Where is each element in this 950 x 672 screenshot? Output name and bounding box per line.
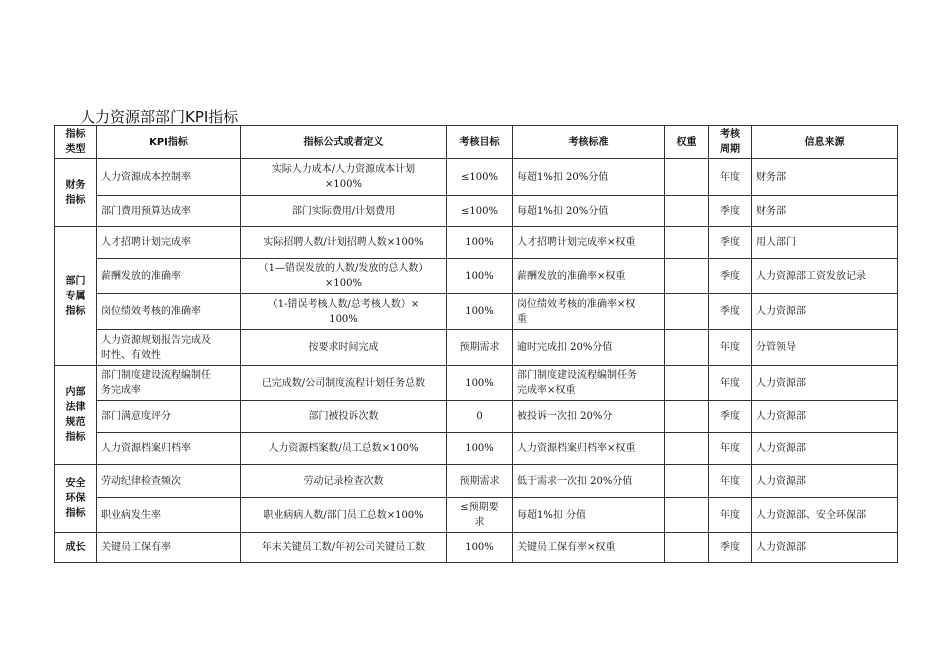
- kpi-cell: 劳动纪律检查频次: [97, 465, 241, 498]
- table-row: [55, 366, 898, 401]
- period-cell: 季度: [709, 294, 752, 330]
- category-internal: 内部 法律 规范 指标: [55, 366, 97, 465]
- kpi-cell: 部门费用预算达成率: [97, 196, 241, 227]
- target-cell: 0: [447, 401, 513, 433]
- category-finance: 财务 指标: [55, 159, 97, 227]
- standard-cell: 人才招聘计划完成率×权重: [513, 227, 665, 259]
- kpi-cell: 人力资源档案归档率: [97, 433, 241, 465]
- category-dept: 部门 专属 指标: [55, 227, 97, 366]
- table-row: [55, 533, 898, 563]
- table-row: [55, 465, 898, 498]
- table-header-row: [55, 126, 898, 159]
- target-cell: 预期需求: [447, 330, 513, 366]
- target-cell: ≤100%: [447, 159, 513, 196]
- target-cell: 100%: [447, 533, 513, 563]
- document-title: 人力资源部部门KPI指标: [80, 108, 239, 126]
- formula-cell: （1—错误发放的人数/发放的总人数） ×100%: [241, 259, 447, 294]
- formula-cell: 实际人力成本/人力资源成本计划 ×100%: [241, 159, 447, 196]
- period-cell: 年度: [709, 465, 752, 498]
- weight-cell: [665, 366, 709, 401]
- source-cell: 人力资源部: [752, 401, 898, 433]
- target-cell: 预期需求: [447, 465, 513, 498]
- source-cell: 财务部: [752, 159, 898, 196]
- period-cell: 年度: [709, 433, 752, 465]
- period-cell: 年度: [709, 366, 752, 401]
- target-cell: ≤预期要 求: [447, 498, 513, 533]
- table-row: [55, 294, 898, 330]
- kpi-cell: 关键员工保有率: [97, 533, 241, 563]
- period-cell: 年度: [709, 330, 752, 366]
- header-standard: 考核标准: [513, 126, 665, 159]
- weight-cell: [665, 498, 709, 533]
- standard-cell: 逾时完成扣 20%分值: [513, 330, 665, 366]
- target-cell: 100%: [447, 259, 513, 294]
- kpi-table: [54, 125, 898, 563]
- table-row: [55, 433, 898, 465]
- source-cell: 人力资源部: [752, 465, 898, 498]
- source-cell: 人力资源部工资发放记录: [752, 259, 898, 294]
- standard-cell: 每超1%扣 20%分值: [513, 196, 665, 227]
- kpi-cell: 人才招聘计划完成率: [97, 227, 241, 259]
- formula-cell: 年末关键员工数/年初公司关键员工数: [241, 533, 447, 563]
- standard-cell: 薪酬发放的准确率×权重: [513, 259, 665, 294]
- period-cell: 季度: [709, 401, 752, 433]
- period-cell: 季度: [709, 259, 752, 294]
- weight-cell: [665, 227, 709, 259]
- period-cell: 季度: [709, 227, 752, 259]
- weight-cell: [665, 433, 709, 465]
- table-row: [55, 330, 898, 366]
- source-cell: 分管领导: [752, 330, 898, 366]
- formula-cell: 部门被投诉次数: [241, 401, 447, 433]
- weight-cell: [665, 294, 709, 330]
- period-cell: 季度: [709, 196, 752, 227]
- source-cell: 财务部: [752, 196, 898, 227]
- kpi-cell: 部门制度建设流程编制任 务完成率: [97, 366, 241, 401]
- kpi-cell: 职业病发生率: [97, 498, 241, 533]
- source-cell: 人力资源部: [752, 294, 898, 330]
- kpi-cell: 部门满意度评分: [97, 401, 241, 433]
- source-cell: 人力资源部: [752, 366, 898, 401]
- header-weight: 权重: [665, 126, 709, 159]
- period-cell: 季度: [709, 533, 752, 563]
- kpi-cell: 岗位绩效考核的准确率: [97, 294, 241, 330]
- source-cell: 人力资源部: [752, 433, 898, 465]
- table-row: [55, 196, 898, 227]
- header-target: 考核目标: [447, 126, 513, 159]
- formula-cell: 人力资源档案数/员工总数×100%: [241, 433, 447, 465]
- weight-cell: [665, 533, 709, 563]
- header-category: 指标 类型: [55, 126, 97, 159]
- formula-cell: 已完成数/公司制度流程计划任务总数: [241, 366, 447, 401]
- formula-cell: 职业病病人数/部门员工总数×100%: [241, 498, 447, 533]
- standard-cell: 人力资源档案归档率×权重: [513, 433, 665, 465]
- table-row: [55, 498, 898, 533]
- weight-cell: [665, 401, 709, 433]
- header-source: 信息来源: [752, 126, 898, 159]
- formula-cell: 部门实际费用/计划费用: [241, 196, 447, 227]
- kpi-cell: 薪酬发放的准确率: [97, 259, 241, 294]
- source-cell: 人力资源部、安全环保部: [752, 498, 898, 533]
- weight-cell: [665, 159, 709, 196]
- table-row: [55, 259, 898, 294]
- target-cell: ≤100%: [447, 196, 513, 227]
- standard-cell: 每超1%扣 20%分值: [513, 159, 665, 196]
- standard-cell: 部门制度建设流程编制任务 完成率×权重: [513, 366, 665, 401]
- standard-cell: 岗位绩效考核的准确率×权 重: [513, 294, 665, 330]
- table-row: [55, 227, 898, 259]
- standard-cell: 每超1%扣 分值: [513, 498, 665, 533]
- table-row: [55, 159, 898, 196]
- category-growth: 成长: [55, 533, 97, 563]
- header-kpi: KPI指标: [97, 126, 241, 159]
- header-formula: 指标公式或者定义: [241, 126, 447, 159]
- formula-cell: 实际招聘人数/计划招聘人数×100%: [241, 227, 447, 259]
- formula-cell: （1-错误考核人数/总考核人数）× 100%: [241, 294, 447, 330]
- weight-cell: [665, 330, 709, 366]
- header-period: 考核 周期: [709, 126, 752, 159]
- source-cell: 人力资源部: [752, 533, 898, 563]
- target-cell: 100%: [447, 433, 513, 465]
- target-cell: 100%: [447, 366, 513, 401]
- period-cell: 年度: [709, 159, 752, 196]
- formula-cell: 劳动记录检查次数: [241, 465, 447, 498]
- formula-cell: 按要求时间完成: [241, 330, 447, 366]
- weight-cell: [665, 196, 709, 227]
- weight-cell: [665, 465, 709, 498]
- standard-cell: 低于需求一次扣 20%分值: [513, 465, 665, 498]
- target-cell: 100%: [447, 294, 513, 330]
- standard-cell: 被投诉一次扣 20%分: [513, 401, 665, 433]
- kpi-cell: 人力资源成本控制率: [97, 159, 241, 196]
- period-cell: 年度: [709, 498, 752, 533]
- source-cell: 用人部门: [752, 227, 898, 259]
- category-safety: 安全 环保 指标: [55, 465, 97, 533]
- table-row: [55, 401, 898, 433]
- target-cell: 100%: [447, 227, 513, 259]
- weight-cell: [665, 259, 709, 294]
- kpi-cell: 人力资源规划报告完成及 时性、有效性: [97, 330, 241, 366]
- standard-cell: 关键员工保有率×权重: [513, 533, 665, 563]
